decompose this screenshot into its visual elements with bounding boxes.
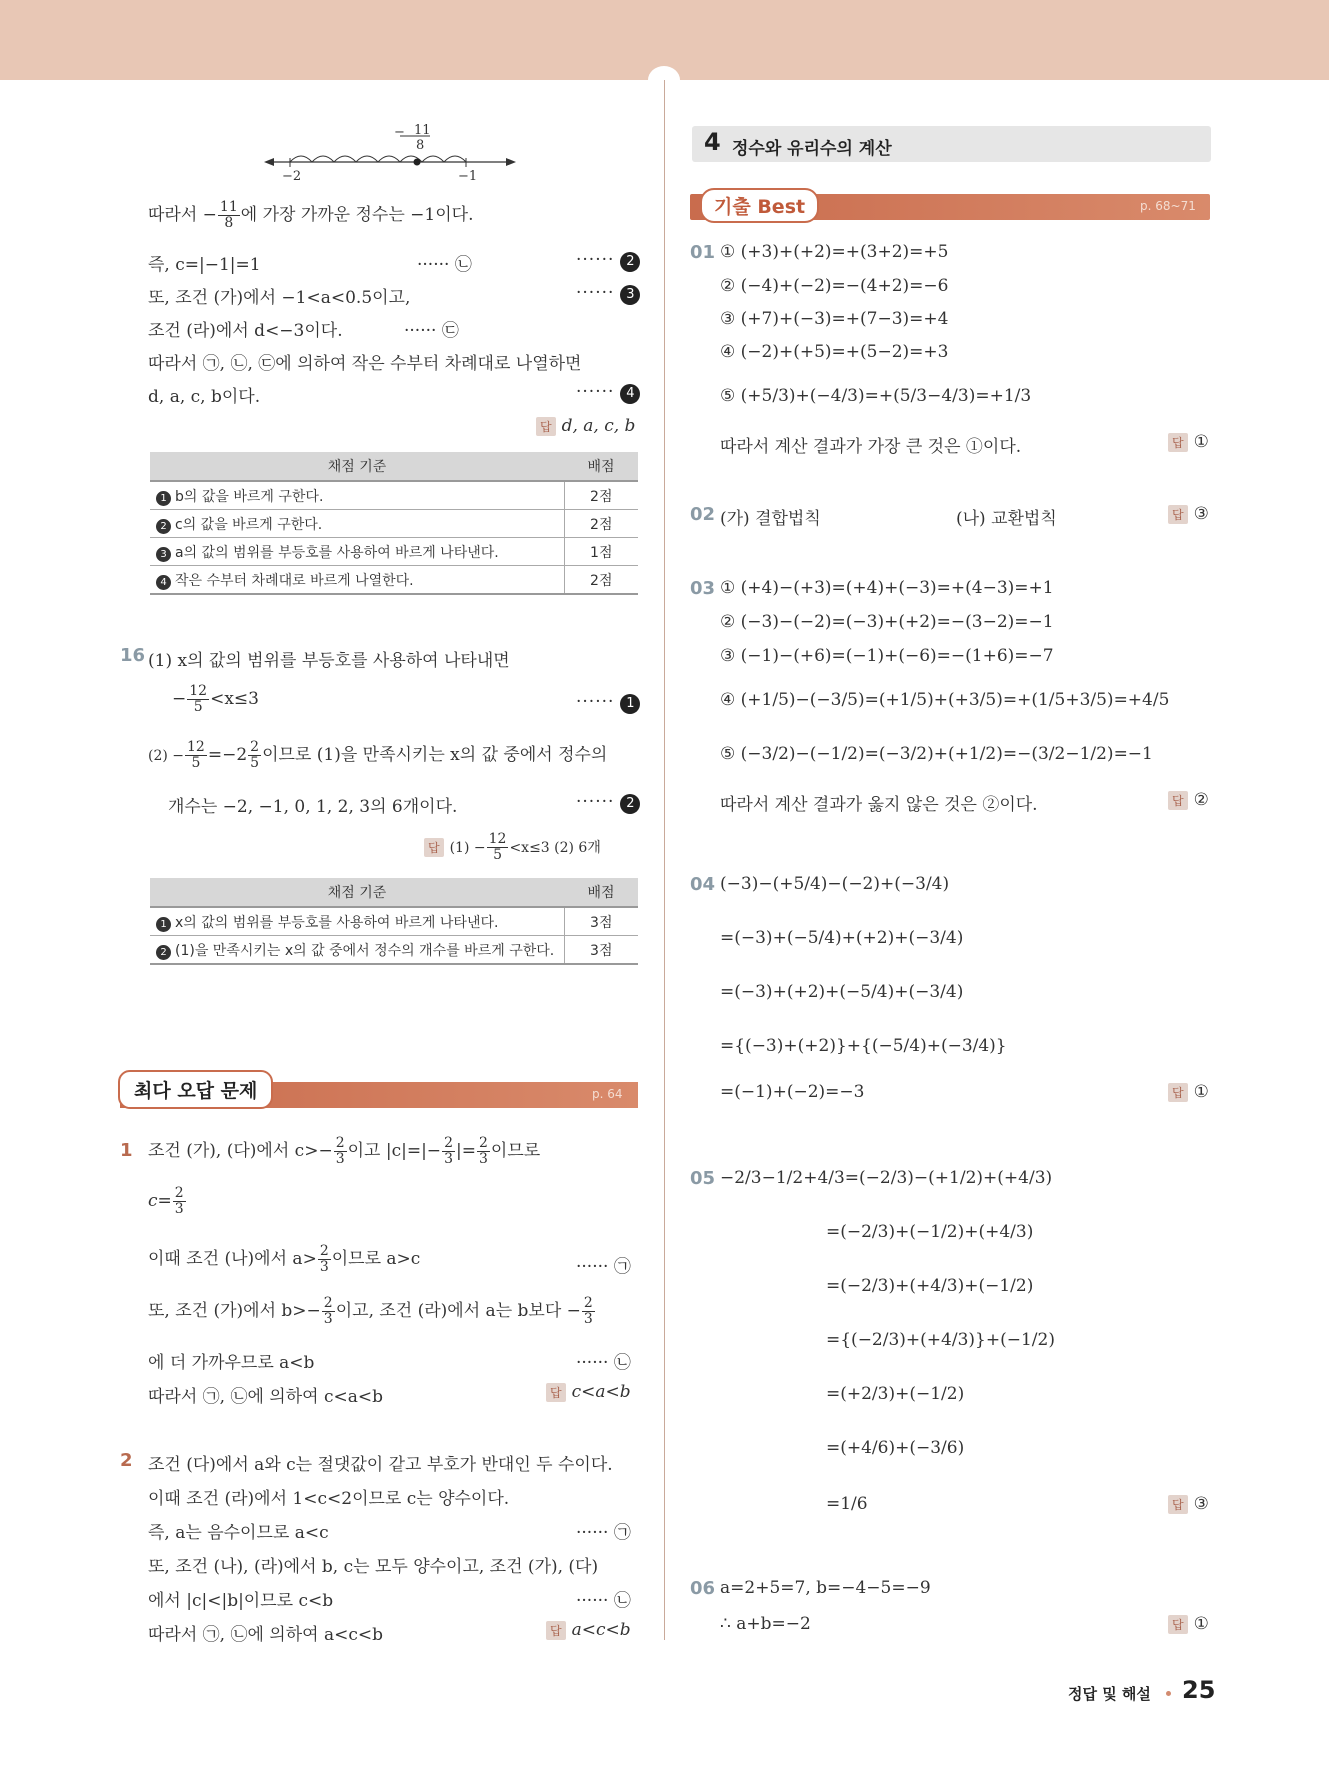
q01-line: ① (+3)+(+2)=+(3+2)=+5	[720, 242, 949, 262]
answer-q02: 답 ③	[1168, 504, 1209, 524]
p2-line-6: 따라서 ㉠, ㉡에 의하여 a<c<b	[148, 1625, 383, 1645]
best-title: 기출 Best	[700, 188, 819, 223]
p2-number: 2	[120, 1450, 133, 1471]
q04-line: ={(−3)+(+2)}+{(−5/4)+(−3/4)}	[720, 1036, 1007, 1056]
p1-line-5-ref: ······ ㉡	[576, 1353, 631, 1373]
p1-number: 1	[120, 1140, 133, 1161]
q16-line-2-mark: ······ 1	[576, 692, 640, 714]
q03-line: ③ (−1)−(+6)=(−1)+(−6)=−(1+6)=−7	[720, 646, 1054, 666]
q16-line-4-mark: ······ 2	[576, 792, 640, 814]
q06-line-2: ∴ a+b=−2	[720, 1614, 811, 1634]
scoring-table-15: 채점 기준 배점 1 b의 값을 바르게 구한다. 2점 2 c의 값을 바르게 구한다. 2점 3 a의 값의 범위를 부등호를 사용하여 바르게 나타낸다. 1점 4 작은 수부터 차례대로 바르게 나열한다. 2점	[150, 452, 638, 595]
left-line-3: 또, 조건 (가)에서 −1<a<0.5이고,	[148, 288, 411, 308]
left-line-6: d, a, c, b이다.	[148, 387, 261, 407]
p1-line-1: 조건 (가), (다)에서 c>− $\frac{2}{3}$ 이고 |c|=|− $\frac{2}{3}$ |= $\frac{2}{3}$ 이므로	[148, 1135, 541, 1167]
p2-line-5: 에서 |c|<|b|이므로 c<b	[148, 1591, 334, 1611]
q16-line-3: (2) − $\frac{12}{5}$ =−2 $\frac{2}{5}$ 이므로 (1)을 만족시키는 x의 값 중에서 정수의	[148, 739, 608, 771]
q03-line: ② (−3)−(−2)=(−3)+(+2)=−(3−2)=−1	[720, 612, 1054, 632]
q01-conclusion: 따라서 계산 결과가 가장 큰 것은 ①이다.	[720, 437, 1022, 457]
q16-line-2: − $\frac{12}{5}$ <x≤3	[172, 683, 259, 715]
q03-line-5: ⑤ (−3/2)−(−1/2)=(−3/2)+(+1/2)=−(3/2−1/2)=−1	[720, 744, 1153, 764]
numberline-label-den: 8	[416, 138, 425, 153]
left-line-3-mark: ······ 3	[576, 283, 640, 305]
q04-line: (−3)−(+5/4)−(−2)+(−3/4)	[720, 874, 950, 894]
answer-q03: 답 ②	[1168, 790, 1209, 810]
table1-row: 1 b의 값을 바르게 구한다.	[150, 481, 564, 510]
answer-q05: 답 ③	[1168, 1494, 1209, 1514]
p1-line-4: 또, 조건 (가)에서 b>− $\frac{2}{3}$ 이고, 조건 (라)에서 a는 b보다 − $\frac{2}{3}$	[148, 1295, 593, 1327]
q01-line: ② (−4)+(−2)=−(4+2)=−6	[720, 276, 949, 296]
left-line-6-mark: ······ 4	[576, 382, 640, 404]
q01-line: ③ (+7)+(−3)=+(7−3)=+4	[720, 309, 949, 329]
q04-number: 04	[690, 874, 716, 895]
p1-line-2: c= $\frac{2}{3}$	[148, 1185, 184, 1217]
left-line-4: 조건 (라)에서 d<−3이다.	[148, 321, 343, 341]
answer-p2: 답 a<c<b	[546, 1620, 631, 1640]
q04-line: =(−3)+(−5/4)+(+2)+(−3/4)	[720, 928, 964, 948]
svg-text:−: −	[394, 125, 405, 140]
most-wrong-title: 최다 오답 문제	[118, 1070, 273, 1109]
q01-line: ④ (−2)+(+5)=+(5−2)=+3	[720, 342, 949, 362]
answer-16: 답 (1) − $\frac{12}{5}$ <x≤3 (2) 6개	[424, 832, 601, 863]
q03-line-4: ④ (+1/5)−(−3/5)=(+1/5)+(+3/5)=+(1/5+3/5)=+4/5	[720, 690, 1170, 710]
q16-line-1: (1) x의 값의 범위를 부등호를 사용하여 나타내면	[148, 651, 510, 671]
answer-15: 답 d, a, c, b	[536, 416, 635, 436]
table1-row: 3 a의 값의 범위를 부등호를 사용하여 바르게 나타낸다.	[150, 538, 564, 566]
q05-line: −2/3−1/2+4/3=(−2/3)−(+1/2)+(+4/3)	[720, 1168, 1053, 1188]
p2-line-1: 조건 (다)에서 a와 c는 절댓값이 같고 부호가 반대인 두 수이다.	[148, 1455, 613, 1475]
q05-line: =1/6	[826, 1494, 868, 1514]
numberline-right-tick: −1	[458, 169, 478, 182]
footer-dot	[1166, 1691, 1171, 1696]
q01-line-5: ⑤ (+5/3)+(−4/3)=+(5/3−4/3)=+1/3	[720, 386, 1032, 406]
numberline-left-tick: −2	[282, 169, 302, 182]
numberline-label-num: 11	[414, 123, 431, 138]
p2-line-2: 이때 조건 (라)에서 1<c<2이므로 c는 양수이다.	[148, 1489, 510, 1509]
table1-header-points: 배점	[564, 452, 638, 481]
q05-line: ={(−2/3)+(+4/3)}+(−1/2)	[826, 1330, 1055, 1350]
table1-row: 2 c의 값을 바르게 구한다.	[150, 510, 564, 538]
left-line-1: 따라서 − $\frac{11}{8}$ 에 가장 가까운 정수는 −1이다.	[148, 199, 474, 231]
q04-line: =(−1)+(−2)=−3	[720, 1082, 865, 1102]
left-line-2-mark: ······ 2	[576, 250, 640, 272]
p1-line-3: 이때 조건 (나)에서 a> $\frac{2}{3}$ 이므로 a>c	[148, 1243, 421, 1275]
q05-number: 05	[690, 1168, 716, 1189]
section-title: 정수와 유리수의 계산	[732, 139, 892, 159]
p1-line-5: 에 더 가까우므로 a<b	[148, 1353, 315, 1373]
answer-q06: 답 ①	[1168, 1614, 1209, 1634]
p1-line-3-ref: ······ ㉠	[576, 1257, 631, 1277]
table1-row: 4 작은 수부터 차례대로 바르게 나열한다.	[150, 566, 564, 595]
table1-header-criteria: 채점 기준	[150, 452, 564, 481]
q03-conclusion: 따라서 계산 결과가 옳지 않은 것은 ②이다.	[720, 795, 1038, 815]
q06-line-1: a=2+5=7, b=−4−5=−9	[720, 1578, 931, 1598]
best-page-ref: p. 68~71	[1140, 199, 1196, 213]
q04-line: =(−3)+(+2)+(−5/4)+(−3/4)	[720, 982, 964, 1002]
column-divider	[664, 80, 665, 1640]
q05-line: =(−2/3)+(+4/3)+(−1/2)	[826, 1276, 1034, 1296]
q16-line-4: 개수는 −2, −1, 0, 1, 2, 3의 6개이다.	[168, 797, 458, 817]
left-line-2: 즉, c=|−1|=1	[148, 255, 261, 275]
left-line-2-ref: ······ ㉡	[417, 255, 472, 275]
page-number: 25	[1182, 1676, 1216, 1704]
q05-line: =(+4/6)+(−3/6)	[826, 1438, 965, 1458]
q16-number: 16	[120, 645, 146, 666]
section-number: 4	[704, 128, 721, 156]
q03-number: 03	[690, 578, 716, 599]
q02-number: 02	[690, 504, 716, 525]
table2-header-points: 배점	[564, 878, 638, 907]
q02-b: (나) 교환법칙	[956, 509, 1057, 529]
table2-row: 1 x의 값의 범위를 부등호를 사용하여 바르게 나타낸다.	[150, 907, 564, 936]
p2-line-5-ref: ······ ㉡	[576, 1591, 631, 1611]
q05-line: =(+2/3)+(−1/2)	[826, 1384, 965, 1404]
p2-line-3-ref: ······ ㉠	[576, 1523, 631, 1543]
p1-line-6: 따라서 ㉠, ㉡에 의하여 c<a<b	[148, 1387, 383, 1407]
q06-number: 06	[690, 1578, 716, 1599]
q03-line: ① (+4)−(+3)=(+4)+(−3)=+(4−3)=+1	[720, 578, 1054, 598]
most-wrong-page-ref: p. 64	[592, 1087, 623, 1101]
answer-p1: 답 c<a<b	[546, 1382, 631, 1402]
table2-header-criteria: 채점 기준	[150, 878, 564, 907]
left-line-4-ref: ······ ㉢	[404, 321, 459, 341]
answer-q04: 답 ①	[1168, 1082, 1209, 1102]
answer-q01: 답 ①	[1168, 432, 1209, 452]
left-line-5: 따라서 ㉠, ㉡, ㉢에 의하여 작은 수부터 차례대로 나열하면	[148, 354, 582, 374]
q05-line: =(−2/3)+(−1/2)+(+4/3)	[826, 1222, 1034, 1242]
scoring-table-16: 채점 기준 배점 1 x의 값의 범위를 부등호를 사용하여 바르게 나타낸다. 3점 2 (1)을 만족시키는 x의 값 중에서 정수의 개수를 바르게 구한다. 3점	[150, 878, 638, 965]
q02-a: (가) 결합법칙	[720, 509, 821, 529]
table2-row: 2 (1)을 만족시키는 x의 값 중에서 정수의 개수를 바르게 구한다.	[150, 936, 564, 965]
number-line	[260, 120, 520, 182]
p2-line-4: 또, 조건 (나), (라)에서 b, c는 모두 양수이고, 조건 (가), (다)	[148, 1557, 599, 1577]
p2-line-3: 즉, a는 음수이므로 a<c	[148, 1523, 329, 1543]
footer-label: 정답 및 해설	[1068, 1685, 1151, 1703]
q01-number: 01	[690, 242, 716, 263]
